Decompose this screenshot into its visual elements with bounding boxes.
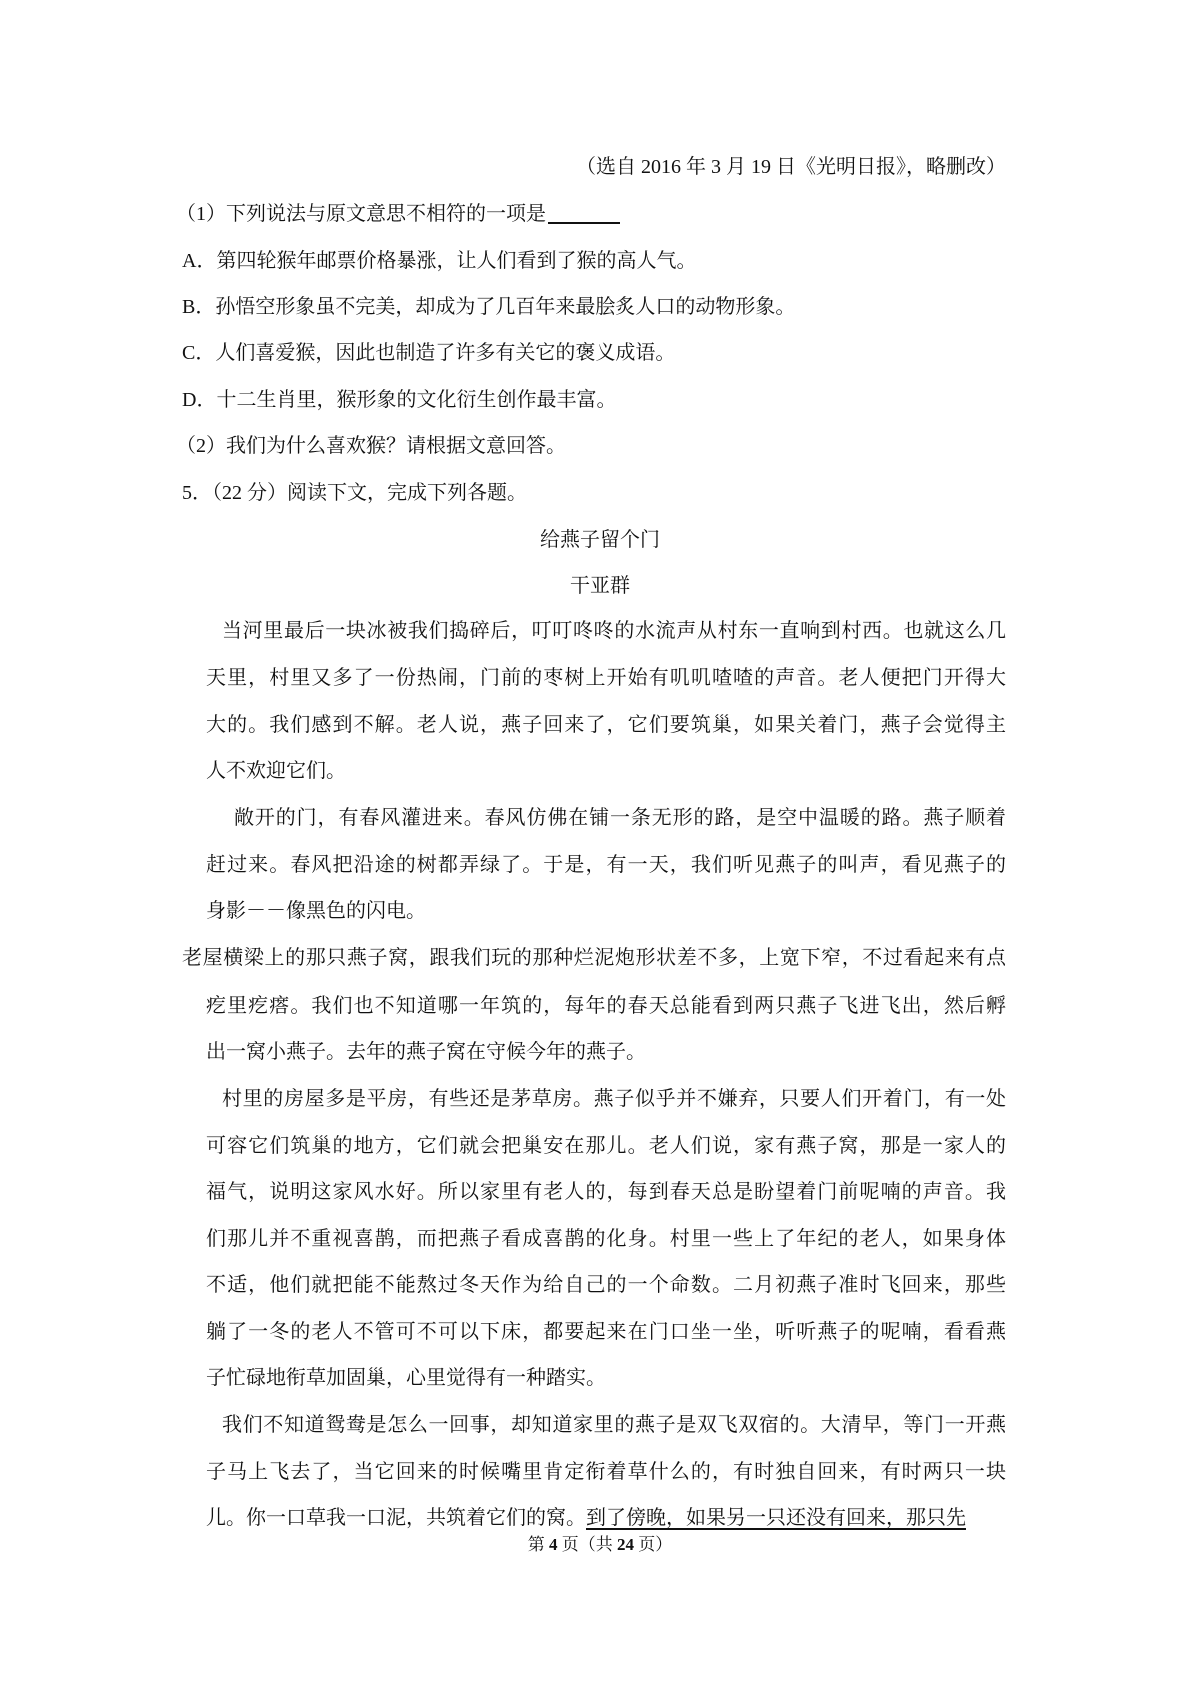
body-line: 们那儿并不重视喜鹊，而把燕子看成喜鹊的化身。村里一些上了年纪的老人，如果身体 bbox=[206, 1228, 1006, 1250]
question-text: （1）下列说法与原文意思不相符的一项是 bbox=[176, 203, 546, 225]
body-line: 当河里最后一块冰被我们捣碎后，叮叮咚咚的水流声从村东一直响到村西。也就这么几 bbox=[222, 620, 1006, 642]
body-line: 福气，说明这家风水好。所以家里有老人的，每到春天总是盼望着门前呢喃的声音。我 bbox=[206, 1181, 1006, 1203]
current-page: 4 bbox=[549, 1535, 558, 1554]
option-a: A．第四轮猴年邮票价格暴涨，让人们看到了猴的高人气。 bbox=[182, 250, 697, 272]
option-c: C．人们喜爱猴，因此也制造了许多有关它的褒义成语。 bbox=[182, 342, 676, 364]
body-line: 可容它们筑巢的地方，它们就会把巢安在那儿。老人们说，家有燕子窝，那是一家人的 bbox=[206, 1135, 1006, 1157]
page-label: 页（共 bbox=[557, 1535, 617, 1554]
source-citation: （选自 2016 年 3 月 19 日《光明日报》，略删改） bbox=[576, 156, 1006, 178]
body-line: 躺了一冬的老人不管可不可以下床，都要起来在门口坐一坐，听听燕子的呢喃，看看燕 bbox=[206, 1321, 1006, 1343]
body-line: 出一窝小燕子。去年的燕子窝在守候今年的燕子。 bbox=[206, 1041, 646, 1063]
option-d: D．十二生肖里，猴形象的文化衍生创作最丰富。 bbox=[182, 389, 617, 411]
body-line: 人不欢迎它们。 bbox=[206, 760, 346, 782]
body-line: 不适，他们就把能不能熬过冬天作为给自己的一个命数。二月初燕子准时飞回来，那些 bbox=[206, 1274, 1006, 1296]
body-line: 村里的房屋多是平房，有些还是茅草房。燕子似乎并不嫌弃，只要人们开着门，有一处 bbox=[222, 1088, 1006, 1110]
article-title: 给燕子留个门 bbox=[540, 529, 660, 551]
page-label: 第 bbox=[527, 1535, 549, 1554]
answer-blank[interactable] bbox=[548, 202, 620, 224]
question-4-sub-2: （2）我们为什么喜欢猴？请根据文意回答。 bbox=[176, 435, 566, 457]
body-line: 赶过来。春风把沿途的树都弄绿了。于是，有一天，我们听见燕子的叫声，看见燕子的 bbox=[206, 854, 1006, 876]
article-author: 干亚群 bbox=[570, 575, 630, 597]
body-line: 老屋横梁上的那只燕子窝，跟我们玩的那种烂泥炮形状差不多，上宽下窄，不过看起来有点 bbox=[182, 947, 1006, 969]
body-line: 天里，村里又多了一份热闹，门前的枣树上开始有叽叽喳喳的声音。老人便把门开得大 bbox=[206, 667, 1006, 689]
page-number bbox=[0, 1532, 1200, 1558]
body-line bbox=[206, 1505, 966, 1531]
total-pages: 24 bbox=[617, 1535, 634, 1554]
body-line: 子忙碌地衔草加固巢，心里觉得有一种踏实。 bbox=[206, 1367, 606, 1389]
underlined-sentence: 到了傍晚，如果另一只还没有回来，那只先 bbox=[586, 1507, 966, 1529]
body-line: 我们不知道鸳鸯是怎么一回事，却知道家里的燕子是双飞双宿的。大清早，等门一开燕 bbox=[222, 1414, 1006, 1436]
body-line: 大的。我们感到不解。老人说，燕子回来了，它们要筑巢，如果关着门，燕子会觉得主 bbox=[206, 714, 1006, 736]
body-line: 疙里疙瘩。我们也不知道哪一年筑的，每年的春天总能看到两只燕子飞进飞出，然后孵 bbox=[206, 995, 1006, 1017]
body-text: 儿。你一口草我一口泥，共筑着它们的窝。 bbox=[206, 1507, 586, 1529]
question-5-stem: 5．（22 分）阅读下文，完成下列各题。 bbox=[182, 482, 527, 504]
body-line: 敞开的门，有春风灌进来。春风仿佛在铺一条无形的路，是空中温暖的路。燕子顺着 bbox=[234, 807, 1006, 829]
page-label: 页） bbox=[634, 1535, 673, 1554]
body-line: 子马上飞去了，当它回来的时候嘴里肯定衔着草什么的，有时独自回来，有时两只一块 bbox=[206, 1461, 1006, 1483]
option-b: B．孙悟空形象虽不完美，却成为了几百年来最脍炙人口的动物形象。 bbox=[182, 296, 796, 318]
body-line: 身影－－像黑色的闪电。 bbox=[206, 900, 426, 922]
question-4-sub-1 bbox=[176, 201, 620, 227]
